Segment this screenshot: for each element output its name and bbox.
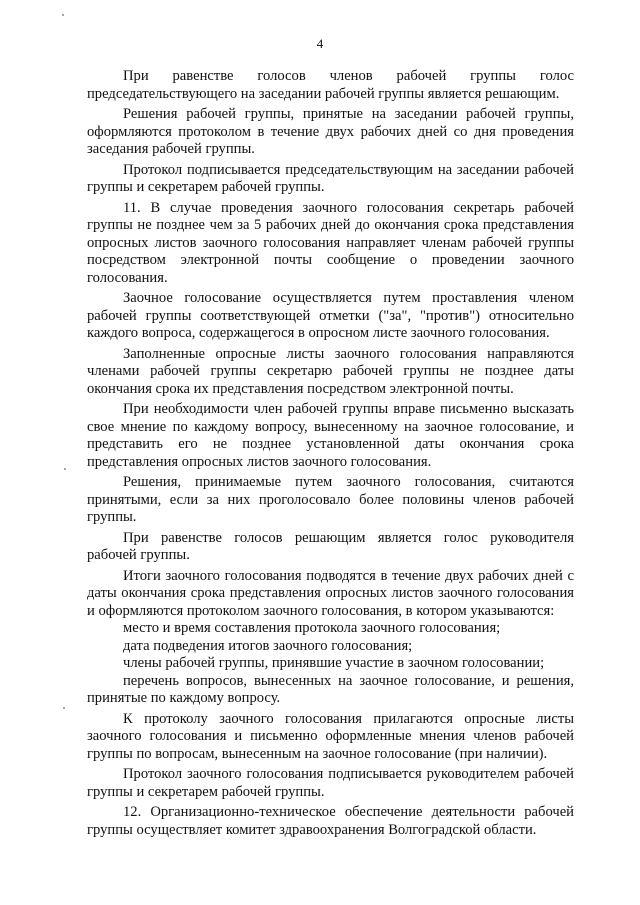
paragraph-tie-vote: При равенстве голосов решающим является голос руководителя рабочей группы. [87,529,574,563]
paragraph-absentee-protocol-signing: Протокол заочного голосования подписывается руководителем рабочей группы и секретарем рабочей группы. [87,766,574,800]
scan-speck [64,468,66,470]
paragraph-clause-11: 11. В случае проведения заочного голосования секретарь рабочей группы не позднее чем за 5 рабочих дней до окончания срока представления опросных листов заочного голосования направляет членам рабочей группы посредством электронной почты сообщение о проведении заочного голосования. [87,199,574,286]
document-body [87,68,574,839]
page-number: 4 [316,36,324,51]
paragraph-protocol-signing: Протокол подписывается председательствующим на заседании рабочей группы и секретарем рабочей группы. [87,161,574,195]
paragraph-ballot-submission: Заполненные опросные листы заочного голосования направляются членами рабочей группы секретарю рабочей группы не позднее даты окончания срока их представления посредством электронной почты. [87,345,574,397]
scan-speck [63,707,65,709]
paragraph-absentee-decisions: Решения, принимаемые путем заочного голосования, считаются принятыми, если за них проголосовало более половины членов рабочей группы. [87,474,574,525]
paragraph-absentee-voting-method: Заочное голосование осуществляется путем проставления членом рабочей группы соответствующей отметки ("за", "против") относительно каждого вопроса, содержащегося в опросном листе заочного голосования. [87,290,574,341]
paragraph-protocol-attachments: К протоколу заочного голосования прилагаются опросные листы заочного голосования и письменно оформленные мнения членов рабочей группы по вопросам, вынесенным на заочное голосование (при наличии). [87,710,574,762]
paragraph-voting-results: Итоги заочного голосования подводятся в течение двух рабочих дней с даты окончания срока представления опросных листов заочного голосования и оформляются протоколом заочного голосования, в котором указываются: [87,567,574,619]
paragraph-chair-vote: При равенстве голосов членов рабочей группы голос председательствующего на заседании рабочей группы является решающим. [87,68,574,102]
list-item-participating-members: члены рабочей группы, принявшие участие в заочном голосовании; [123,655,545,671]
paragraph-written-opinion: При необходимости член рабочей группы вправе письменно высказать свое мнение по каждому вопросу, вынесенному на заочное голосование, и представить его не позднее установленной даты окончания срока представления опросных листов заочного голосования. [87,401,574,470]
scan-speck [62,14,64,16]
paragraph-clause-12: 12. Организационно-техническое обеспечение деятельности рабочей группы осуществляет комитет здравоохранения Волгоградской области. [87,804,574,838]
paragraph-meeting-decisions: Решения рабочей группы, принятые на заседании рабочей группы, оформляются протоколом в течение двух рабочих дней со дня проведения заседания рабочей группы. [87,106,574,157]
list-item-questions-decisions: перечень вопросов, вынесенных на заочное голосование, и решения, принятые по каждому вопросу. [87,672,574,706]
list-item-results-date: дата подведения итогов заочного голосования; [123,637,413,654]
list-item-protocol-place-time: место и время составления протокола заочного голосования; [123,620,501,636]
